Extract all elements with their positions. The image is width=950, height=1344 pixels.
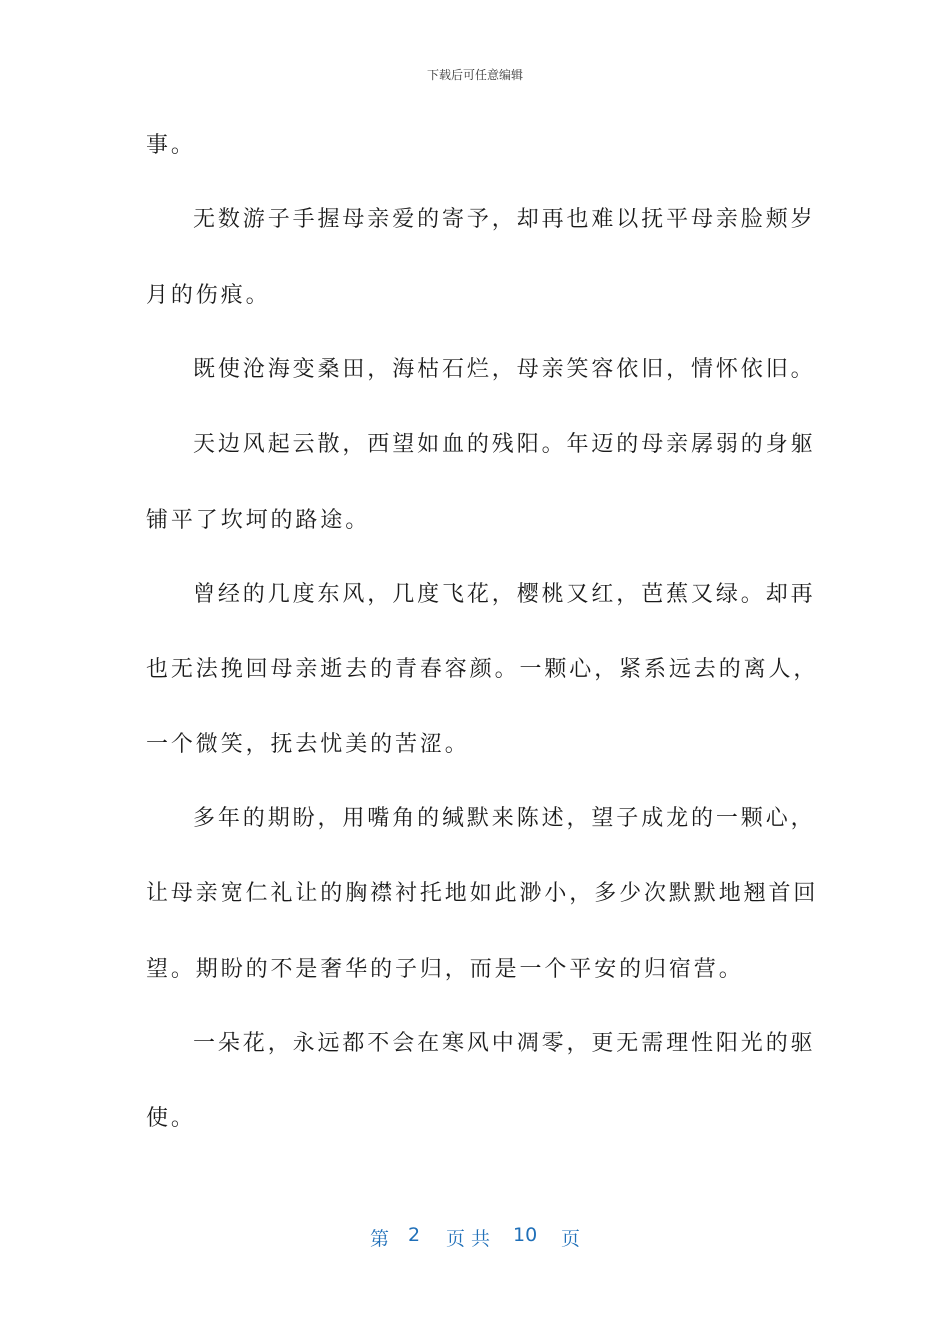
total-page-number: 10 [513, 1224, 538, 1246]
text-line: 曾经的几度东风，几度飞花，樱桃又红，芭蕉又绿。却再 [193, 582, 816, 607]
text-line: 一朵花，永远都不会在寒风中凋零，更无需理性阳光的驱 [193, 1031, 816, 1056]
text-line: 也无法挽回母亲逝去的青春容颜。一颗心，紧系远去的离人， [146, 657, 819, 682]
text-line: 无数游子手握母亲爱的寄予，却再也难以抚平母亲脸颊岁 [193, 207, 816, 232]
page-label-di: 第 [370, 1228, 390, 1250]
page-label-ye-gong: 页 共 [446, 1228, 491, 1250]
text-line: 既使沧海变桑田，海枯石烂，母亲笑容依旧，情怀依旧。 [193, 357, 816, 382]
text-line: 天边风起云散，西望如血的残阳。年迈的母亲孱弱的身躯 [193, 432, 816, 457]
text-line: 多年的期盼，用嘴角的缄默来陈述，望子成龙的一颗心， [193, 806, 816, 831]
current-page-number: 2 [408, 1224, 421, 1246]
page-label-ye: 页 [561, 1228, 581, 1250]
text-line: 一个微笑，抚去忧美的苦涩。 [146, 732, 470, 757]
text-line: 使。 [146, 1106, 196, 1131]
text-line: 让母亲宽仁礼让的胸襟衬托地如此渺小，多少次默默地翘首回 [146, 881, 819, 906]
text-line: 望。期盼的不是奢华的子归，而是一个平安的归宿营。 [146, 957, 744, 982]
text-line: 事。 [146, 133, 196, 158]
page-header-note: 下载后可任意编辑 [426, 68, 523, 82]
text-line: 月的伤痕。 [146, 283, 271, 308]
text-line: 铺平了坎坷的路途。 [146, 508, 371, 533]
